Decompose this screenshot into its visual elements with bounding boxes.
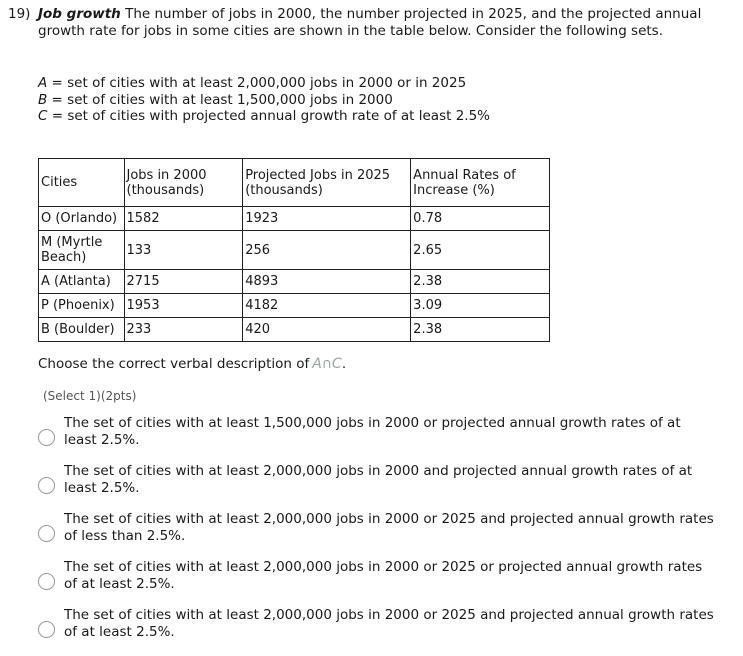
option-label[interactable]: The set of cities with at least 1,500,000 jobs in 2000 or projected annual growth rates of at least 2.5%. bbox=[64, 415, 681, 448]
table-header-row bbox=[39, 159, 550, 207]
set-definition-b: B = set of cities with at least 1,500,000 jobs in 2000 bbox=[38, 91, 393, 108]
radio-button[interactable] bbox=[38, 477, 55, 494]
table-cell: A (Atlanta) bbox=[39, 270, 125, 294]
table-cell: 4893 bbox=[243, 270, 411, 294]
table-cell: M (Myrtle Beach) bbox=[39, 231, 125, 270]
radio-button[interactable] bbox=[38, 429, 55, 446]
set-definitions bbox=[38, 75, 490, 125]
table-cell: P (Phoenix) bbox=[39, 294, 125, 318]
jobs-table bbox=[38, 158, 550, 342]
option-label[interactable]: The set of cities with at least 2,000,000 jobs in 2000 and projected annual growth rates of at least 2.5%. bbox=[64, 463, 693, 496]
set-expression: A∩C bbox=[312, 356, 342, 372]
table-cell: 3.09 bbox=[411, 294, 550, 318]
question-title: Job growth bbox=[38, 6, 121, 22]
table-header-cell: Cities bbox=[39, 159, 125, 207]
question-number: 19) bbox=[8, 6, 31, 22]
radio-button[interactable] bbox=[38, 525, 55, 542]
option-label[interactable]: The set of cities with at least 2,000,000 jobs in 2000 or 2025 and projected annual growth rates of less than 2.5%. bbox=[64, 511, 714, 544]
prompt-text: Choose the correct verbal description of bbox=[38, 356, 310, 372]
option-label[interactable]: The set of cities with at least 2,000,000 jobs in 2000 or 2025 or projected annual growth rates of at least 2.5%. bbox=[64, 559, 703, 592]
table-header-cell: Projected Jobs in 2025 (thousands) bbox=[243, 159, 411, 207]
table-row bbox=[39, 270, 550, 294]
prompt-end: . bbox=[341, 356, 347, 372]
table-cell: 4182 bbox=[243, 294, 411, 318]
table-header-cell: Annual Rates of Increase (%) bbox=[411, 159, 550, 207]
table-cell: 2.38 bbox=[411, 270, 550, 294]
table-row bbox=[39, 318, 550, 342]
table-cell: 233 bbox=[124, 318, 243, 342]
table-header-cell: Jobs in 2000 (thousands) bbox=[124, 159, 243, 207]
table-cell: 2.38 bbox=[411, 318, 550, 342]
table-cell: 2.65 bbox=[411, 231, 550, 270]
radio-button[interactable] bbox=[38, 621, 55, 638]
question-intro: The number of jobs in 2000, the number projected in 2025, and the projected annual growth rate for jobs in some cities are shown in the table below. Consider the following sets. bbox=[38, 6, 702, 39]
table-row bbox=[39, 207, 550, 231]
table-cell: 2715 bbox=[124, 270, 243, 294]
table-cell: 256 bbox=[243, 231, 411, 270]
table-cell: 420 bbox=[243, 318, 411, 342]
question-text bbox=[38, 6, 718, 40]
table-cell: 1953 bbox=[124, 294, 243, 318]
table-cell: 0.78 bbox=[411, 207, 550, 231]
set-definition-c: C = set of cities with projected annual growth rate of at least 2.5% bbox=[38, 108, 490, 124]
table-cell: 1582 bbox=[124, 207, 243, 231]
table-row bbox=[39, 294, 550, 318]
table-cell: B (Boulder) bbox=[39, 318, 125, 342]
set-definition-a: A = set of cities with at least 2,000,000 jobs in 2000 or in 2025 bbox=[38, 75, 467, 91]
table-row bbox=[39, 231, 550, 270]
select-info: (Select 1)(2pts) bbox=[43, 389, 137, 403]
radio-button[interactable] bbox=[38, 573, 55, 590]
question-prompt bbox=[38, 356, 346, 373]
table-cell: 133 bbox=[124, 231, 243, 270]
table-cell: O (Orlando) bbox=[39, 207, 125, 231]
option-label[interactable]: The set of cities with at least 2,000,000 jobs in 2000 or 2025 and projected annual growth rates of at least 2.5%. bbox=[64, 607, 714, 640]
table-cell: 1923 bbox=[243, 207, 411, 231]
